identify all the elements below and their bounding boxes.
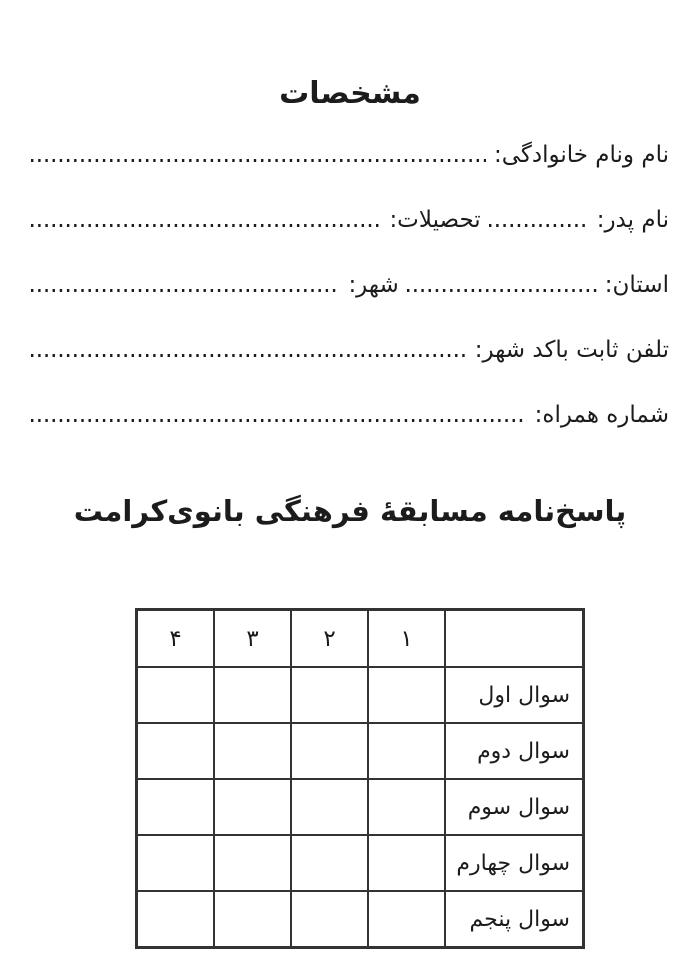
answer-table [135,608,585,949]
province-label: استان: [604,272,669,298]
question-row-3 [137,779,584,835]
answer-cell-q3-opt4 [137,779,215,835]
full-name-label: نام ونام خانوادگی: [493,142,669,168]
header-option-4: ۴ [137,610,215,668]
question-2-label: سوال دوم [445,723,584,779]
form-row-full-name [31,142,669,207]
answer-cell-q3-opt2 [291,779,368,835]
answer-cell-q1-opt3 [214,667,291,723]
personal-info-form [31,142,669,467]
mobile-label: شماره همراه: [534,402,669,428]
personal-info-title: مشخصات [279,76,421,111]
answer-cell-q2-opt3 [214,723,291,779]
answer-table-header-row [137,610,584,668]
father-name-label: نام پدر: [596,207,669,233]
answer-cell-q1-opt1 [368,667,445,723]
answer-cell-q4-opt2 [291,835,368,891]
form-row-father-education [31,207,669,272]
city-label: شهر: [348,272,399,298]
answer-cell-q2-opt1 [368,723,445,779]
answer-cell-q5-opt2 [291,891,368,948]
header-empty-corner-cell [445,610,584,668]
landline-label: تلفن ثابت باکد شهر: [474,337,669,363]
landline-dotted-leader [31,354,467,357]
answer-sheet-title: پاسخ‌نامه مسابقۀ فرهنگی بانوی‌کرامت [73,494,627,528]
education-dotted-leader [31,224,381,227]
form-row-province-city [31,272,669,337]
answer-cell-q5-opt1 [368,891,445,948]
mobile-dotted-leader [31,419,527,422]
question-row-4 [137,835,584,891]
city-dotted-leader [31,289,340,292]
question-1-label: سوال اول [445,667,584,723]
education-label: تحصیلات: [389,207,481,233]
answer-cell-q5-opt4 [137,891,215,948]
answer-cell-q1-opt4 [137,667,215,723]
question-5-label: سوال پنجم [445,891,584,948]
province-dotted-leader [407,289,597,292]
header-option-2: ۲ [291,610,368,668]
answer-cell-q3-opt3 [214,779,291,835]
father-name-dotted-leader [489,224,589,227]
question-row-1 [137,667,584,723]
answer-table-container [135,608,585,949]
answer-cell-q5-opt3 [214,891,291,948]
form-row-mobile [31,402,669,467]
question-row-5 [137,891,584,948]
answer-cell-q3-opt1 [368,779,445,835]
answer-cell-q2-opt4 [137,723,215,779]
header-option-1: ۱ [368,610,445,668]
answer-cell-q4-opt1 [368,835,445,891]
answer-cell-q4-opt4 [137,835,215,891]
question-3-label: سوال سوم [445,779,584,835]
question-4-label: سوال چهارم [445,835,584,891]
question-row-2 [137,723,584,779]
answer-cell-q4-opt3 [214,835,291,891]
answer-cell-q2-opt2 [291,723,368,779]
header-option-3: ۳ [214,610,291,668]
full-name-dotted-leader [31,159,486,162]
answer-cell-q1-opt2 [291,667,368,723]
form-row-landline [31,337,669,402]
